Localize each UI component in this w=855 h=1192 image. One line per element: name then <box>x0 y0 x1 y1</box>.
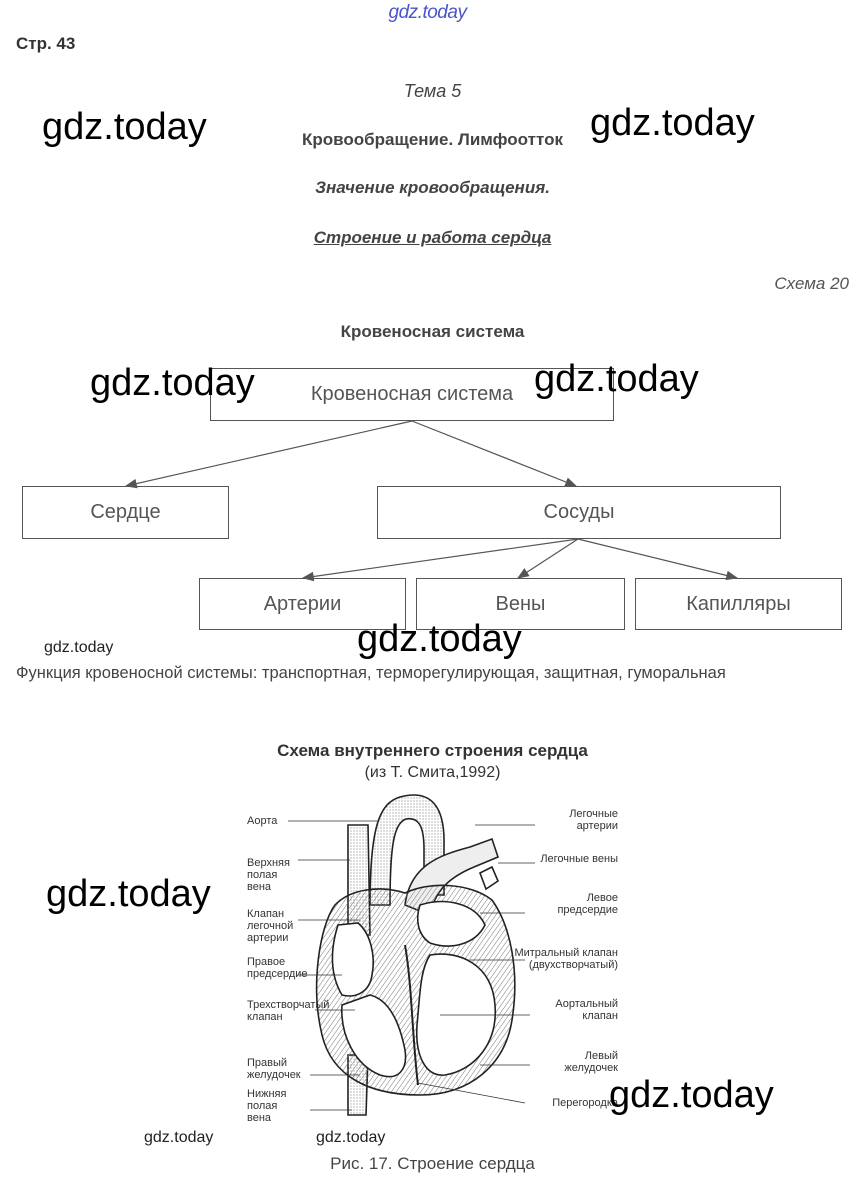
heart-figure-title: Схема внутреннего строения сердца <box>277 741 588 760</box>
diagram-heading: Кровеносная система <box>340 322 525 341</box>
watermark: gdz.today <box>590 102 755 144</box>
box-arteries: Артерии <box>199 578 406 630</box>
subtitle-heart-structure: Строение и работа сердца <box>313 228 552 247</box>
label-right-ventricle: Правый желудочек <box>247 1057 301 1081</box>
box-heart: Сердце <box>22 486 229 539</box>
arrow-to-vessels <box>412 421 576 486</box>
page-number: Стр. 43 <box>16 34 76 53</box>
figure-caption: Рис. 17. Строение сердца <box>330 1154 535 1173</box>
watermark: gdz.today <box>357 618 522 660</box>
subtitle-circulation: Значение кровообращения. <box>315 178 550 197</box>
arrow-to-capillaries <box>578 539 737 578</box>
watermark: gdz.today <box>90 362 255 404</box>
label-inferior-vena-cava: Нижняя полая вена <box>247 1088 287 1124</box>
box-capillaries: Капилляры <box>635 578 842 630</box>
pulmonary-veins <box>480 867 498 889</box>
arrow-to-veins <box>518 539 578 578</box>
watermark-small: gdz.today <box>44 639 114 656</box>
watermark: gdz.today <box>46 873 211 915</box>
label-left-atrium: Левое предсердие <box>557 892 618 916</box>
label-aortic-valve: Аортальный клапан <box>555 998 618 1022</box>
label-pulmonary-veins: Легочные вены <box>540 853 618 865</box>
topic-label: Тема 5 <box>403 81 462 101</box>
watermark: gdz.today <box>534 358 699 400</box>
label-superior-vena-cava: Верхняя полая вена <box>247 857 290 893</box>
box-vessels: Сосуды <box>377 486 781 539</box>
box-circulatory-system: Кровеносная система <box>210 368 614 421</box>
watermark-small: gdz.today <box>144 1129 214 1146</box>
label-pulmonary-valve: Клапан легочной артерии <box>247 908 294 944</box>
label-aorta: Аорта <box>247 815 278 827</box>
right-atrium <box>332 923 373 996</box>
label-pulmonary-arteries: Легочные артерии <box>569 808 618 832</box>
watermark-small: gdz.today <box>316 1129 386 1146</box>
function-text: Функция кровеносной системы: транспортная, терморегулирующая, защитная, гуморальная <box>16 664 726 682</box>
heart-figure-source: (из Т. Смита,1992) <box>364 764 501 781</box>
label-tricuspid-valve: Трехстворчатый клапан <box>247 999 330 1023</box>
box-veins: Вены <box>416 578 625 630</box>
watermark: gdz.today <box>42 106 207 148</box>
arrow-to-heart <box>126 421 412 486</box>
watermark: gdz.today <box>609 1074 774 1116</box>
arrow-to-arteries <box>303 539 578 578</box>
watermark-top: gdz.today <box>388 2 467 23</box>
label-septum: Перегородка <box>552 1097 618 1109</box>
label-right-atrium: Правое предсердие <box>247 956 308 980</box>
label-left-ventricle: Левый желудочек <box>564 1050 618 1074</box>
scheme-label: Схема 20 <box>774 274 849 293</box>
label-mitral-valve: Митральный клапан (двухстворчатый) <box>514 947 618 971</box>
page-title: Кровообращение. Лимфоотток <box>302 130 563 149</box>
